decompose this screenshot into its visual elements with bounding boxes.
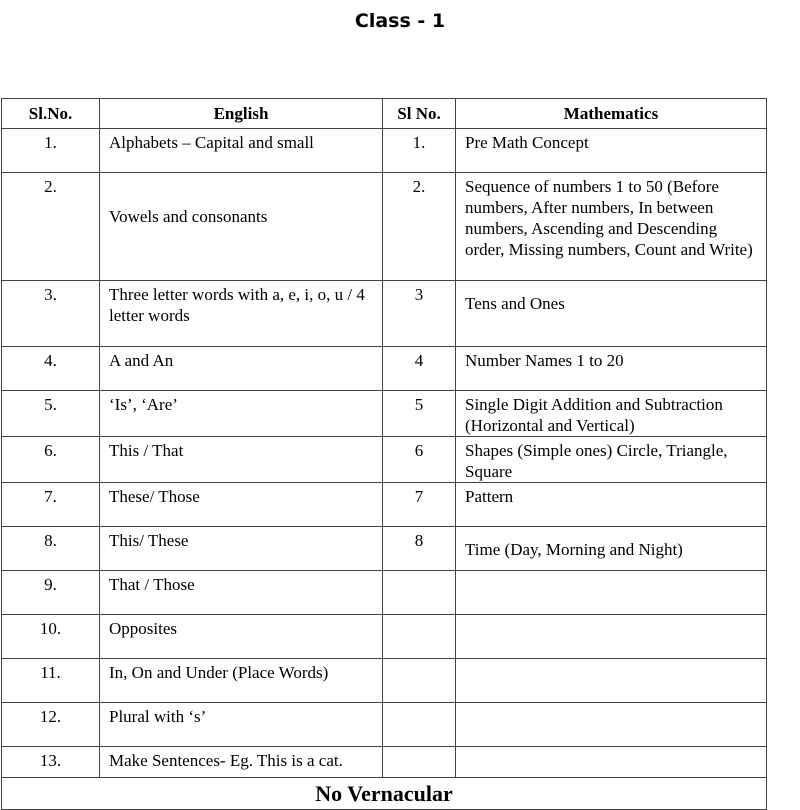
math-sl-no: 2. (383, 173, 456, 281)
math-topic (456, 703, 767, 747)
header-english: English (100, 99, 383, 129)
table-row (2, 747, 767, 778)
table-row (2, 173, 767, 281)
math-topic: Time (Day, Morning and Night) (456, 527, 767, 571)
english-sl-no: 8. (2, 527, 100, 571)
table-row (2, 527, 767, 571)
math-topic: Sequence of numbers 1 to 50 (Before numbers, After numbers, In between numbers, Ascending and Descending order, Missing numbers, Count and Write) (456, 173, 767, 281)
english-sl-no: 6. (2, 437, 100, 483)
math-sl-no (383, 615, 456, 659)
math-sl-no: 6 (383, 437, 456, 483)
math-topic: Shapes (Simple ones) Circle, Triangle, Square (456, 437, 767, 483)
math-topic (456, 659, 767, 703)
table-row (2, 281, 767, 347)
math-sl-no (383, 703, 456, 747)
english-topic: Opposites (100, 615, 383, 659)
table-row (2, 437, 767, 483)
footer-note: No Vernacular (2, 778, 767, 810)
syllabus-table (1, 98, 767, 810)
table-row (2, 703, 767, 747)
english-topic: Alphabets – Capital and small (100, 129, 383, 173)
table-row (2, 615, 767, 659)
math-sl-no (383, 747, 456, 778)
table-row (2, 129, 767, 173)
footer-row (2, 778, 767, 810)
math-sl-no: 1. (383, 129, 456, 173)
table-row (2, 483, 767, 527)
english-sl-no: 7. (2, 483, 100, 527)
math-topic (456, 747, 767, 778)
english-topic: Vowels and consonants (100, 173, 383, 281)
english-topic: That / Those (100, 571, 383, 615)
math-topic: Tens and Ones (456, 281, 767, 347)
math-sl-no: 4 (383, 347, 456, 391)
page-title: Class - 1 (354, 10, 446, 32)
english-topic: Plural with ‘s’ (100, 703, 383, 747)
header-mathematics: Mathematics (456, 99, 767, 129)
english-sl-no: 1. (2, 129, 100, 173)
header-row (2, 99, 767, 129)
table-row (2, 571, 767, 615)
math-sl-no: 7 (383, 483, 456, 527)
english-sl-no: 4. (2, 347, 100, 391)
header-sl-no-english: Sl.No. (2, 99, 100, 129)
english-sl-no: 13. (2, 747, 100, 778)
english-topic: This / That (100, 437, 383, 483)
english-sl-no: 3. (2, 281, 100, 347)
english-sl-no: 2. (2, 173, 100, 281)
english-topic: In, On and Under (Place Words) (100, 659, 383, 703)
english-topic: ‘Is’, ‘Are’ (100, 391, 383, 437)
math-topic: Single Digit Addition and Subtraction (Horizontal and Vertical) (456, 391, 767, 437)
math-topic: Pre Math Concept (456, 129, 767, 173)
english-topic: A and An (100, 347, 383, 391)
math-topic: Pattern (456, 483, 767, 527)
english-sl-no: 9. (2, 571, 100, 615)
english-topic: Three letter words with a, e, i, o, u / 4 letter words (100, 281, 383, 347)
math-sl-no: 5 (383, 391, 456, 437)
math-sl-no (383, 659, 456, 703)
math-topic: Number Names 1 to 20 (456, 347, 767, 391)
math-topic (456, 571, 767, 615)
math-sl-no: 3 (383, 281, 456, 347)
math-sl-no: 8 (383, 527, 456, 571)
english-topic: These/ Those (100, 483, 383, 527)
header-sl-no-math: Sl No. (383, 99, 456, 129)
math-sl-no (383, 571, 456, 615)
english-topic: This/ These (100, 527, 383, 571)
english-sl-no: 11. (2, 659, 100, 703)
english-sl-no: 5. (2, 391, 100, 437)
table-row (2, 659, 767, 703)
english-sl-no: 12. (2, 703, 100, 747)
table-row (2, 347, 767, 391)
english-sl-no: 10. (2, 615, 100, 659)
table-row (2, 391, 767, 437)
math-topic (456, 615, 767, 659)
english-topic: Make Sentences- Eg. This is a cat. (100, 747, 383, 778)
